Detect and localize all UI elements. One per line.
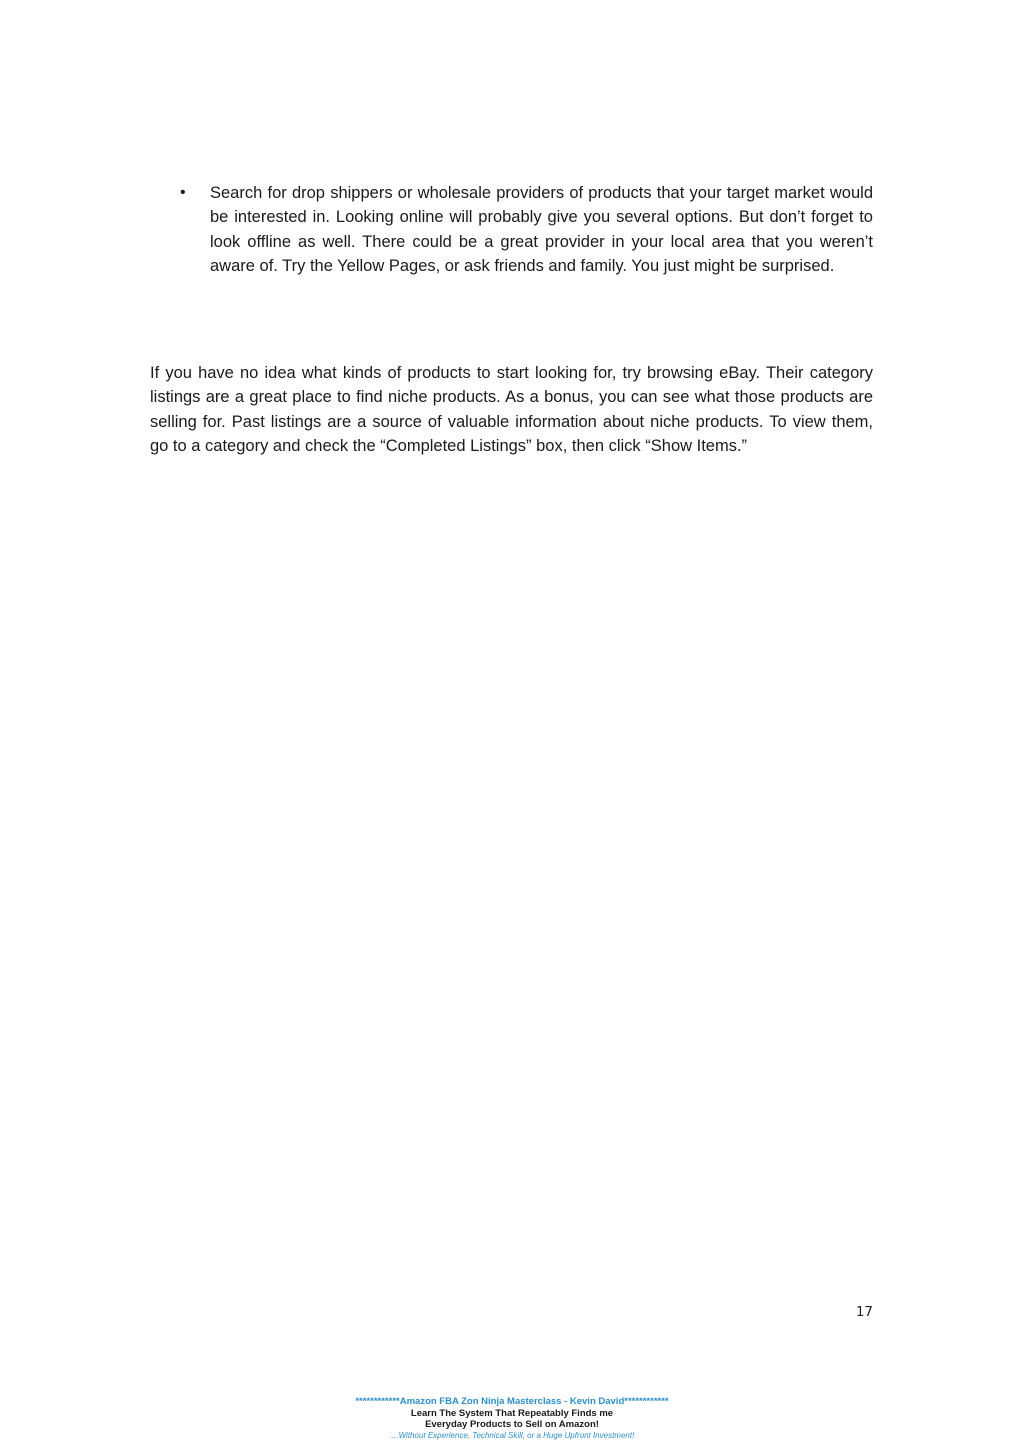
bullet-icon: •: [180, 184, 186, 201]
footer-title: ************Amazon FBA Zon Ninja Masterclass - Kevin David************: [355, 1396, 669, 1407]
footer-tagline-1: Learn The System That Repeatably Finds me: [410, 1408, 614, 1419]
page-footer: [0, 1396, 1024, 1441]
bullet-list: [150, 181, 873, 279]
bullet-item: [150, 181, 873, 279]
page-number: 17: [855, 1304, 873, 1320]
footer-tagline-2: Everyday Products to Sell on Amazon!: [425, 1419, 599, 1430]
bullet-text: Search for drop shippers or wholesale providers of products that your target market would be interested in. Looking online will probably give you several options. But don’t forget to look offline as well. There could be a great provider in your local area that you weren’t aware of. Try the Yellow Pages, or ask friends and family. You just might be surprised.: [210, 184, 873, 276]
body-paragraph: If you have no idea what kinds of products to start looking for, try browsing eBay. Their category listings are a great place to find niche products. As a bonus, you can see what those products are selling for. Past listings are a source of valuable information about niche products. To view them, go to a category and check the “Completed Listings” box, then click “Show Items.”: [150, 364, 873, 456]
footer-subtagline: ....Without Experience, Technical Skill, or a Huge Upfront Investment!: [389, 1431, 635, 1440]
